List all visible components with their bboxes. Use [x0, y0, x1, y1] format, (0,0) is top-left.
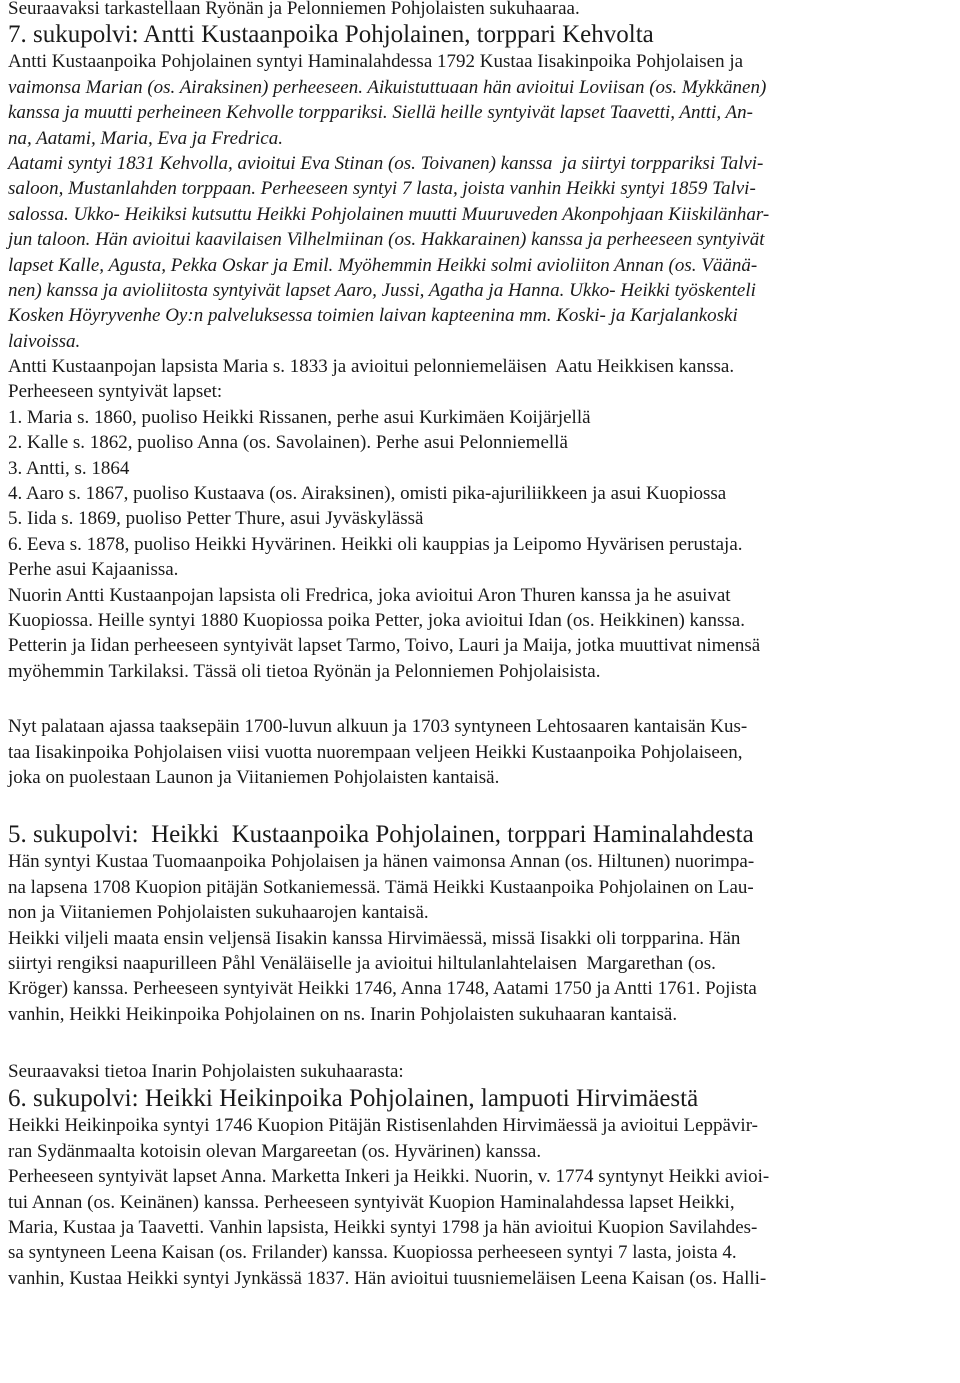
text-line: lapset Kalle, Agusta, Pekka Oskar ja Emil. Myöhemmin Heikki solmi avioliiton Annan (os. Väänä- [8, 254, 758, 276]
text-line: Heikki Heikinpoika syntyi 1746 Kuopion Pitäjän Ristisenlahden Hirvimäessä ja avioitui Leppävir- [8, 1115, 758, 1137]
text-line: laivoissa. [8, 330, 81, 352]
text-line: na lapsena 1708 Kuopion pitäjän Sotkaniemessä. Tämä Heikki Kustaanpoika Pohjolainen on Lau- [8, 876, 754, 898]
text-line: Aatami syntyi 1831 Kehvolla, avioitui Eva Stinan (os. Toivanen) kanssa ja siirtyi torppariksi Talvi- [8, 152, 764, 174]
text-line: Heikki viljeli maata ensin veljensä Iisakin kanssa Hirvimäessä, missä Iisakki oli torpparina. Hän [8, 927, 741, 949]
list-item: 3. Antti, s. 1864 [8, 457, 130, 479]
text-line: ran Sydänmaalta kotoisin olevan Margareetan (os. Hyvärinen) kanssa. [8, 1140, 542, 1162]
text-line: Maria, Kustaa ja Taavetti. Vanhin lapsista, Heikki syntyi 1798 ja hän avioitui Kuopion Savilahdes- [8, 1217, 758, 1239]
text-line: siirtyi rengiksi naapurilleen Påhl Venäläiselle ja avioitui hiltulanlahtelaisen Margarethan (os. [8, 952, 716, 974]
text-line: tui Annan (os. Keinänen) kanssa. Perheeseen syntyivät Kuopion Haminalahdessa lapset Heikki, [8, 1191, 735, 1213]
list-item: 1. Maria s. 1860, puoliso Heikki Rissanen, perhe asui Kurkimäen Koijärjellä [8, 406, 591, 428]
text-line: salossa. Ukko- Heikiksi kutsuttu Heikki Pohjolainen muutti Muuruveden Akonpohjaan Kiiskilänhar- [8, 203, 770, 225]
text-line: kanssa ja muutti perheineen Kehvolle torppariksi. Siellä heille syntyivät lapset Taavetti, Antti, An- [8, 102, 753, 124]
intro-text: Seuraavaksi tarkastellaan Ryönän ja Pelonniemen Pohjolaisten sukuhaaraa. [8, 0, 580, 19]
text-line: vanhin, Kustaa Heikki syntyi Jynkässä 1837. Hän avioitui tuusniemeläisen Leena Kaisan (os. Halli- [8, 1267, 767, 1289]
text-line: sa syntyneen Leena Kaisan (os. Frilander) kanssa. Kuopiossa perheeseen syntyi 7 lasta, joista 4. [8, 1242, 737, 1264]
text-line: Petterin ja Iidan perheeseen syntyivät lapset Tarmo, Toivo, Lauri ja Maija, jotka muuttivat nimensä [8, 635, 761, 657]
text-line: vanhin, Heikki Heikinpoika Pohjolainen on ns. Inarin Pohjolaisten sukuhaaran kantaisä. [8, 1003, 678, 1025]
text-line: Nyt palataan ajassa taaksepäin 1700-luvun alkuun ja 1703 syntyneen Lehtosaaren kantaisän Kus- [8, 716, 748, 738]
text-line: myöhemmin Tarkilaksi. Tässä oli tietoa Ryönän ja Pelonniemen Pohjolaisista. [8, 660, 601, 682]
heading-generation-7: 7. sukupolvi: Antti Kustaanpoika Pohjolainen, torppari Kehvolta [8, 21, 654, 49]
list-item: 5. Iida s. 1869, puoliso Petter Thure, asui Jyväskylässä [8, 508, 424, 530]
paragraph-heikki-heikinpoika [8, 1113, 958, 1291]
paragraph-antti [8, 49, 958, 151]
paragraph-back-in-time [8, 714, 958, 790]
list-item: 2. Kalle s. 1862, puoliso Anna (os. Savolainen). Perhe asui Pelonniemellä [8, 432, 568, 454]
text-line: saloon, Mustanlahden torppaan. Perheeseen syntyi 7 lasta, joista vanhin Heikki syntyi 1859 Talvi- [8, 178, 756, 200]
document-page [8, 0, 958, 1291]
intro-inari: Seuraavaksi tietoa Inarin Pohjolaisten sukuhaarasta: [8, 1061, 404, 1083]
list-item: 6. Eeva s. 1878, puoliso Heikki Hyvärinen. Heikki oli kauppias ja Leipomo Hyvärisen perustaja. [8, 533, 743, 555]
text-line: Kuopiossa. Heille syntyi 1880 Kuopiossa poika Petter, joka avioitui Idan (os. Heikkinen) kanssa. [8, 609, 745, 631]
text-line: Antti Kustaanpoika Pohjolainen syntyi Haminalahdessa 1792 Kustaa Iisakinpoika Pohjolaisen ja [8, 51, 744, 73]
text-line: Nuorin Antti Kustaanpojan lapsista oli Fredrica, joka avioitui Aron Thuren kanssa ja he asuivat [8, 584, 731, 606]
text-line: Antti Kustaanpojan lapsista Maria s. 1833 ja avioitui pelonniemeläisen Aatu Heikkisen kanssa. [8, 356, 735, 378]
text-line: Kröger) kanssa. Perheeseen syntyivät Heikki 1746, Anna 1748, Aatami 1750 ja Antti 1761. Pojista [8, 978, 757, 1000]
text-line: Perhe asui Kajaanissa. [8, 559, 179, 581]
list-item: 4. Aaro s. 1867, puoliso Kustaava (os. Airaksinen), omisti pika-ajuriliikkeen ja asui Kuopiossa [8, 483, 727, 505]
text-line: vaimonsa Marian (os. Airaksinen) perheeseen. Aikuistuttuaan hän avioitui Loviisan (os. Mykkänen) [8, 76, 767, 98]
text-line: non ja Viitaniemen Pohjolaisten sukuhaarojen kantaisä. [8, 902, 429, 924]
text-line: Perheeseen syntyivät lapset Anna. Marketta Inkeri ja Heikki. Nuorin, v. 1774 syntynyt Heikki avioi- [8, 1166, 770, 1188]
heading-generation-6: 6. sukupolvi: Heikki Heikinpoika Pohjolainen, lampuoti Hirvimäestä [8, 1085, 699, 1113]
paragraph-maria-children [8, 354, 958, 684]
text-line: jun taloon. Hän avioitui kaavilaisen Vilhelmiinan (os. Hakkarainen) kanssa ja perheeseen syntyivät [8, 229, 765, 251]
text-line: taa Iisakinpoika Pohjolaisen viisi vuotta nuorempaan veljeen Heikki Kustaanpoika Pohjolaiseen, [8, 741, 743, 763]
text-line: Hän syntyi Kustaa Tuomaanpoika Pohjolaisen ja hänen vaimonsa Annan (os. Hiltunen) nuorimpa- [8, 851, 755, 873]
paragraph-aatami [8, 151, 958, 354]
heading-generation-5: 5. sukupolvi: Heikki Kustaanpoika Pohjolainen, torppari Haminalahdesta [8, 821, 754, 849]
paragraph-heikki-kustaanpoika [8, 849, 958, 1027]
text-line: na, Aatami, Maria, Eva ja Fredrica. [8, 127, 283, 149]
text-line: Kosken Höyryvenhe Oy:n palveluksessa toimien laivan kapteenina mm. Koski- ja Karjalankoski [8, 305, 738, 327]
text-line: Perheeseen syntyivät lapset: [8, 381, 223, 403]
text-line: joka on puolestaan Launon ja Viitaniemen Pohjolaisten kantaisä. [8, 766, 500, 788]
text-line: nen) kanssa ja avioliitosta syntyivät lapset Aaro, Jussi, Agatha ja Hanna. Ukko- Heikki työskenteli [8, 279, 756, 301]
